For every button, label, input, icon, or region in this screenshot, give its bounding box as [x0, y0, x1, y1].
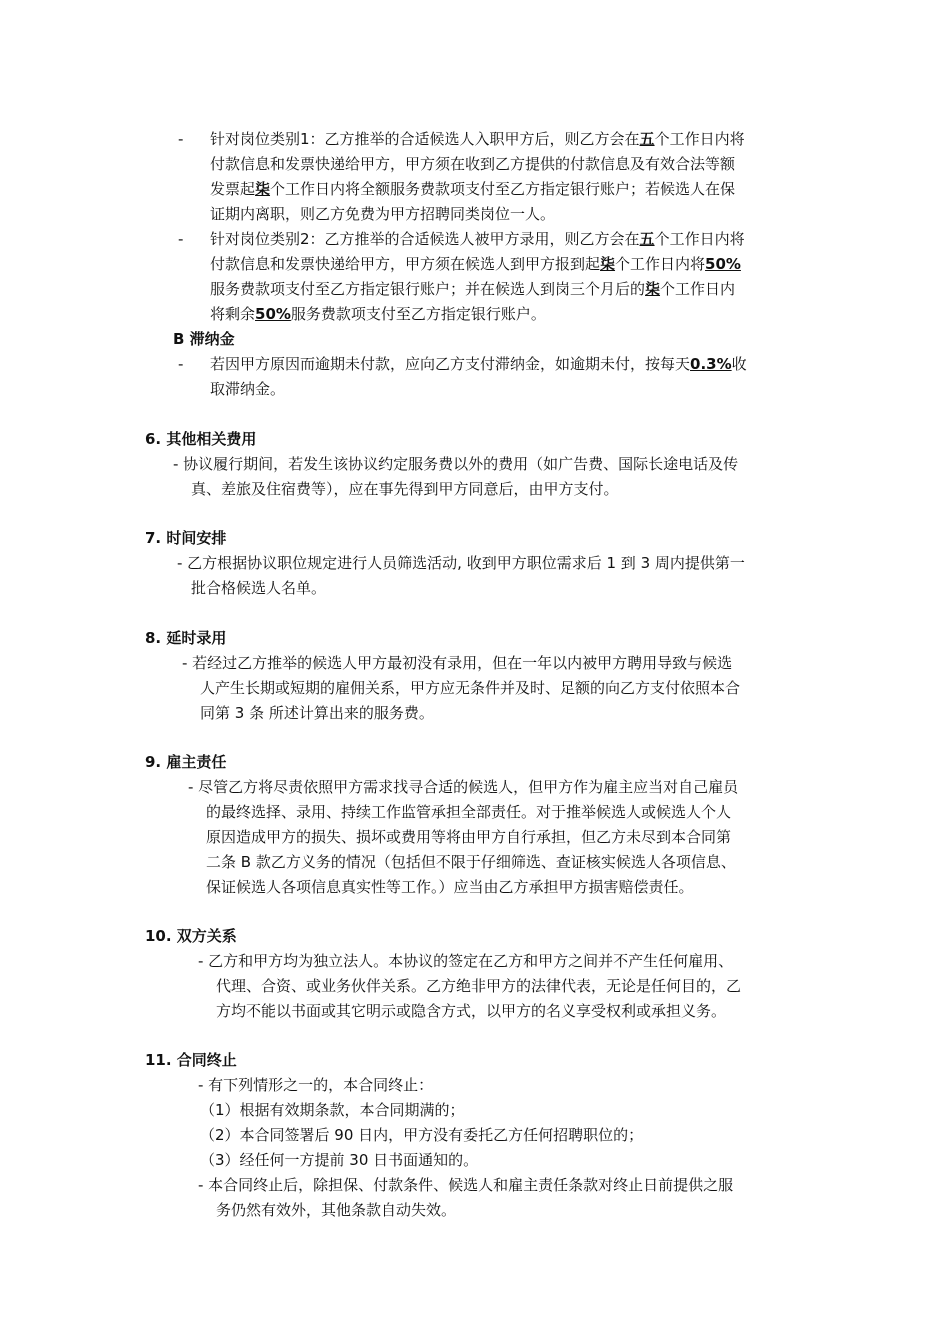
- section-9-line-3: 原因造成甲方的损失、损坏或费用等将由甲方自行承担，但乙方未尽到本合同第: [206, 828, 732, 846]
- section-6-line-1: - 协议履行期间，若发生该协议约定服务费以外的费用（如广告费、国际长途电话及传: [173, 455, 739, 473]
- late-fee-line-2: 取滞纳金。: [210, 380, 286, 398]
- section-9-line-2: 的最终选择、录用、持续工作监管承担全部责任。对于推举候选人或候选人个人: [206, 803, 732, 821]
- section-11-line-3: （2）本合同签署后 90 日内，甲方没有委托乙方任何招聘职位的；: [200, 1126, 644, 1144]
- cat1-line-4: 证期内离职，则乙方免费为甲方招聘同类岗位一人。: [210, 205, 556, 223]
- cat1-line-3: 发票起柒个工作日内将全额服务费款项支付至乙方指定银行账户；若候选人在保: [210, 180, 736, 198]
- section-11-line-5: - 本合同终止后，除担保、付款条件、候选人和雇主责任条款对终止日前提供之服: [198, 1176, 734, 1194]
- cat2-line-2: 付款信息和发票快递给甲方，甲方须在候选人到甲方报到起柒个工作日内将50%: [210, 255, 741, 273]
- section-11-line-6: 务仍然有效外，其他条款自动失效。: [216, 1201, 457, 1219]
- late-fee-heading: B 滞纳金: [173, 330, 235, 348]
- section-8-heading: 8. 延时录用: [145, 629, 227, 647]
- bullet-dash: -: [178, 355, 184, 373]
- section-7-heading: 7. 时间安排: [145, 529, 227, 547]
- bullet-dash: -: [178, 230, 184, 248]
- section-9-line-4: 二条 B 款乙方义务的情况（包括但不限于仔细筛选、查证核实候选人各项信息、: [206, 853, 736, 871]
- section-7-line-1: - 乙方根据协议职位规定进行人员筛选活动, 收到甲方职位需求后 1 到 3 周内提供第一: [177, 554, 745, 572]
- section-8-line-1: - 若经过乙方推举的候选人甲方最初没有录用，但在一年以内被甲方聘用导致与候选: [182, 654, 733, 672]
- section-9-line-1: - 尽管乙方将尽责依照甲方需求找寻合适的候选人，但甲方作为雇主应当对自己雇员: [188, 778, 739, 796]
- section-8-line-3: 同第 3 条 所述计算出来的服务费。: [200, 704, 434, 722]
- section-9-heading: 9. 雇主责任: [145, 753, 227, 771]
- cat2-line-3: 服务费款项支付至乙方指定银行账户；并在候选人到岗三个月后的柒个工作日内: [210, 280, 736, 298]
- cat2-line-1: 针对岗位类别2：乙方推举的合适候选人被甲方录用，则乙方会在五个工作日内将: [210, 230, 745, 248]
- section-9-line-5: 保证候选人各项信息真实性等工作。）应当由乙方承担甲方损害赔偿责任。: [206, 878, 694, 896]
- section-7-line-2: 批合格候选人名单。: [191, 579, 327, 597]
- cat2-line-4: 将剩余50%服务费款项支付至乙方指定银行账户。: [210, 305, 546, 323]
- section-10-line-2: 代理、合资、或业务伙伴关系。乙方绝非甲方的法律代表，无论是任何目的，乙: [216, 977, 742, 995]
- section-10-line-3: 方均不能以书面或其它明示或隐含方式，以甲方的名义享受权利或承担义务。: [216, 1002, 727, 1020]
- section-8-line-2: 人产生长期或短期的雇佣关系，甲方应无条件并及时、足额的向乙方支付依照本合: [200, 679, 741, 697]
- late-fee-line-1: 若因甲方原因而逾期未付款，应向乙方支付滞纳金，如逾期未付，按每天0.3%收: [210, 355, 747, 373]
- section-6-line-2: 真、差旅及住宿费等），应在事先得到甲方同意后，由甲方支付。: [191, 480, 619, 498]
- section-10-heading: 10. 双方关系: [145, 927, 237, 945]
- cat1-line-1: 针对岗位类别1：乙方推举的合适候选人入职甲方后，则乙方会在五个工作日内将: [210, 130, 745, 148]
- cat1-line-2: 付款信息和发票快递给甲方，甲方须在收到乙方提供的付款信息及有效合法等额: [210, 155, 736, 173]
- section-11-heading: 11. 合同终止: [145, 1051, 237, 1069]
- section-10-line-1: - 乙方和甲方均为独立法人。本协议的签定在乙方和甲方之间并不产生任何雇用、: [198, 952, 734, 970]
- section-11-line-1: - 有下列情形之一的，本合同终止：: [198, 1076, 434, 1094]
- section-6-heading: 6. 其他相关费用: [145, 430, 257, 448]
- section-11-line-2: （1）根据有效期条款，本合同期满的；: [200, 1101, 465, 1119]
- bullet-dash: -: [178, 130, 184, 148]
- section-11-line-4: （3）经任何一方提前 30 日书面通知的。: [200, 1151, 479, 1169]
